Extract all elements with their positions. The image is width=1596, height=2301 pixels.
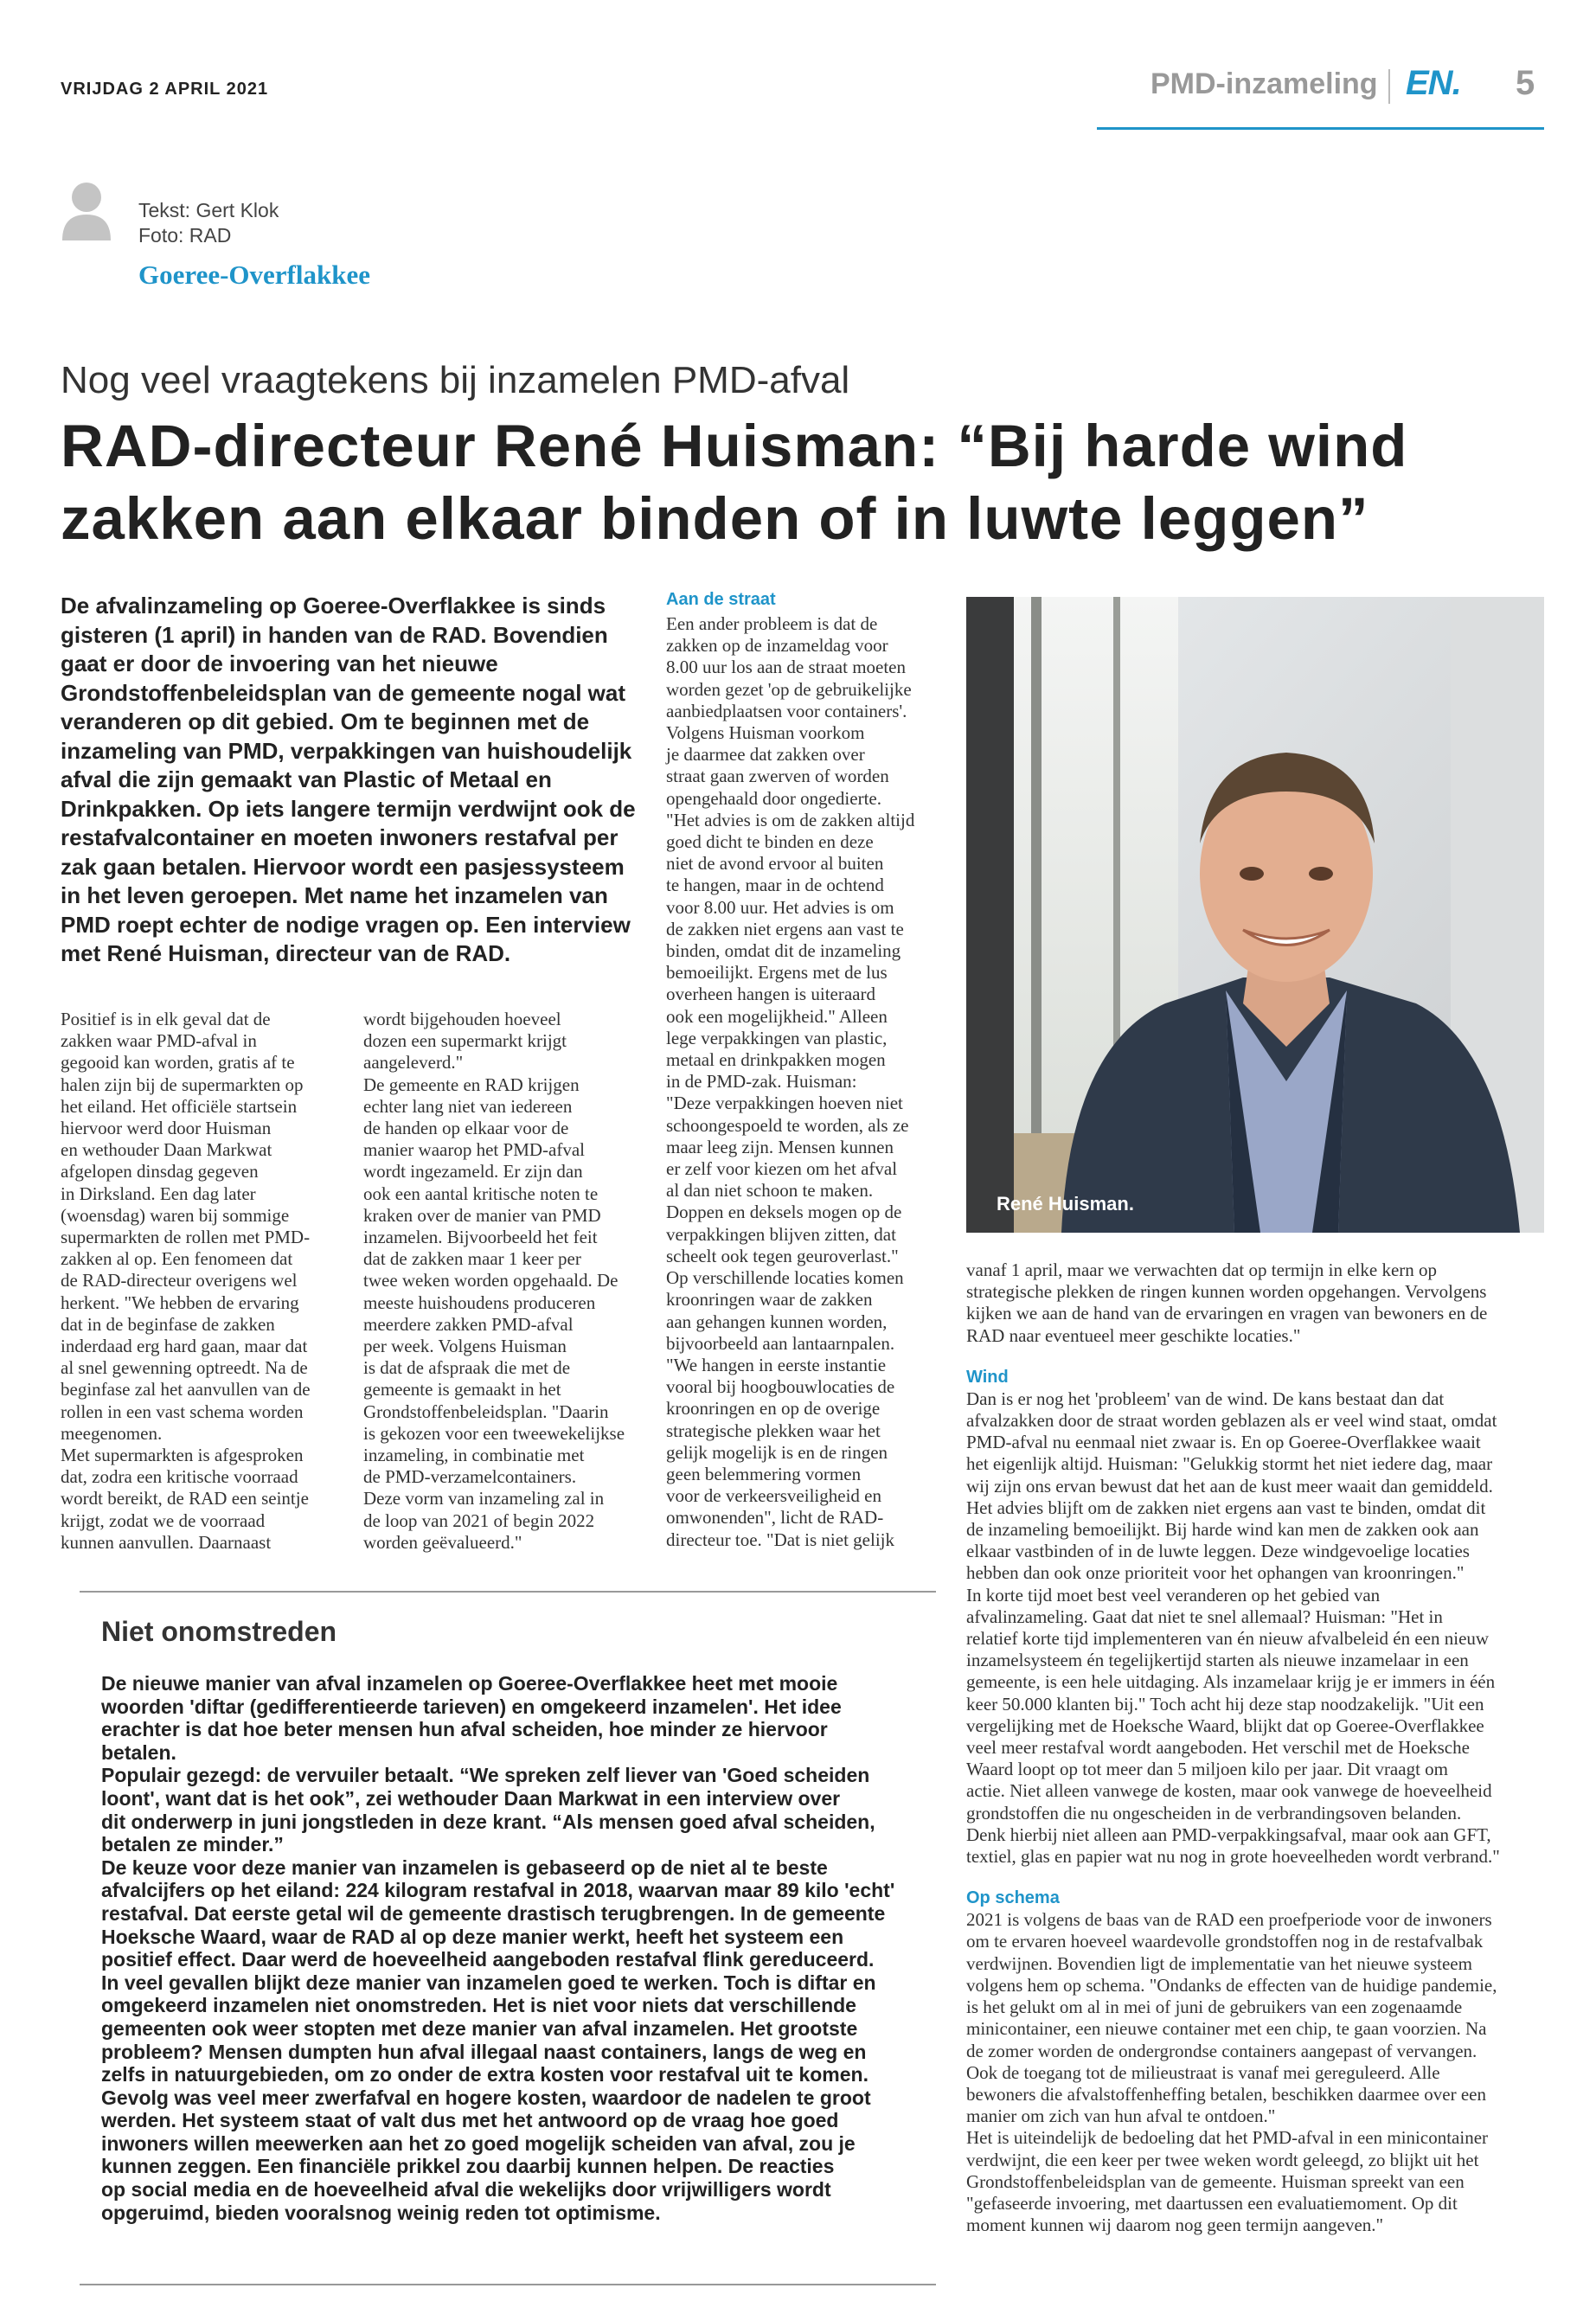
text-credit: Tekst: Gert Klok xyxy=(138,199,279,221)
issue-date: VRIJDAG 2 APRIL 2021 xyxy=(61,80,269,99)
photo-credit: Foto: RAD xyxy=(138,224,232,247)
brand-logo: EN. xyxy=(1406,64,1461,102)
subhead-wind: Wind xyxy=(966,1367,1009,1387)
region-label: Goeree-Overflakkee xyxy=(138,260,370,290)
article-headline: RAD-directeur René Huisman: “Bij harde wind zakken aan elkaar binden of in luwte leggen” xyxy=(61,413,1408,552)
photo-caption: René Huisman. xyxy=(997,1193,1134,1215)
subhead-op-schema: Op schema xyxy=(966,1888,1060,1908)
section-name: PMD-inzameling xyxy=(1151,67,1378,100)
box-top-rule xyxy=(80,1591,936,1593)
article-kicker: Nog veel vraagtekens bij inzamelen PMD-afval xyxy=(61,359,850,401)
portrait-photo xyxy=(966,597,1544,1233)
article-lead: De afvalinzameling op Goeree-Overflakkee is sinds gisteren (1 april) in handen van de RAD. Bovendien gaat er door de invoering van het nieuwe Grondstoffenbeleidsplan van de gemeente nogal wat veranderen op dit gebied. Om te beginnen met de inzameling van PMD, verpakkingen van huishoudelijk afval die zijn gemaakt van Plastic of Metaal en Drinkpakken. Op iets langere termijn verdwijnt ook de restafvalcontainer en moeten inwoners restafval per zak gaan betalen. Hiervoor wordt een pasjessysteem in het leven geroepen. Met name het inzamelen van PMD roept echter de nodige vragen op. Een interview met René Huisman, directeur van de RAD. xyxy=(61,593,636,966)
subhead-aan-de-straat: Aan de straat xyxy=(666,590,776,609)
schema-text: 2021 is volgens de baas van de RAD een proefperiode voor de inwoners om te ervaren hoeveel waardevolle grondstoffen nog in de restafvalbak verdwijnen. Bovendien ligt de implementatie van het nieuwe systeem volgens hem op schema. "Ondanks de effecten van de huidige pandemie, is het gelukt om al in mei of juni de gebruikers van een zogenaamde minicontainer, een nieuwe container met een chip, te gaan voorzien. Na de zomer worden de ondergrondse containers aangepast of vervangen. Ook de toegang tot de milieustraat is vanaf mei gereguleerd. Alle bewoners die afvalstoffenheffing betalen, beschikken daarmee over een manier om zich van hun afval te ontdoen." Het is uiteindelijk de bedoeling dat het PMD-afval in een minicontainer verdwijnt, die een keer per twee weken wordt geleegd, zo blijkt uit het Grondstoffenbeleidsplan van de gemeente. Huisman spreekt van een "gefaseerde invoering, met daartussen een evaluatiemoment. Op dit moment kunnen wij daarom nog geen termijn aangeven." xyxy=(966,1909,1497,2236)
col4-intro: vanaf 1 april, maar we verwachten dat op termijn in elke kern op strategische plekken de ringen kunnen worden opgehangen. Vervolgens kijken we aan de hand van de ervaringen en vragen van bewoners en de RAD naar eventueel meer geschikte locaties." xyxy=(966,1259,1488,1346)
box-title: Niet onomstreden xyxy=(101,1616,337,1647)
body-column-3: Een ander probleem is dat de zakken op de inzameldag voor 8.00 uur los aan de straat moeten worden gezet 'op de gebruikelijke aanbiedplaatsen voor containers'. Volgens Huisman voorkom je daarmee dat zakken over straat gaan zwerven of worden opengehaald door ongedierte. "Het advies is om de zakken altijd goed dicht te binden en deze niet de avond ervoor al buiten te hangen, maar in de ochtend voor 8.00 uur. Het advies is om de zakken niet ergens aan vast te binden, omdat dit de inzameling bemoeilijkt. Ergens met de lus overheen hangen is uiteraard ook een mogelijkheid." Alleen lege verpakkingen van plastic, metaal en drinkpakken mogen in de PMD-zak. Huisman: "Deze verpakkingen hoeven niet schoongespoeld te worden, als ze maar leeg zijn. Mensen kunnen er zelf voor kiezen om het afval al dan niet schoon te maken. Doppen en deksels mogen op de verpakkingen blijven zitten, dat scheelt ook tegen geuroverlast." Op verschillende locaties komen kroonringen waar de zakken aan gehangen kunnen worden, bijvoorbeeld aan lantaarnpalen. "We hangen in eerste instantie vooral bij hoogbouwlocaties de kroonringen en op de overige strategische plekken waar het gelijk mogelijk is en de ringen geen belemmering vormen voor de verkeersveiligheid en omwonenden", licht de RAD- directeur toe. "Dat is niet gelijk xyxy=(666,613,915,1550)
wind-text: Dan is er nog het 'probleem' van de wind. De kans bestaat dan dat afvalzakken door de straat worden geblazen als er veel wind staat, omdat PMD-afval nu eenmaal niet zwaar is. En op Goeree-Overflakkee waait het eigenlijk altijd. Huisman: "Gelukkig stormt het niet iedere dag, maar wij zijn ons ervan bewust dat het aan de kust meer waait dan gemiddeld. Het advies blijft om de zakken niet ergens aan vast te binden, omdat dit de inzameling bemoeilijkt. Bij harde wind kan men de zakken ook aan elkaar vastbinden of in de luwte leggen. Deze windgevoelige locaties hebben dan ook onze prioriteit voor het ophangen van kroonringen." In korte tijd moet best veel veranderen op het gebied van afvalinzameling. Gaat dat niet te snel allemaal? Huisman: "Het in relatief korte tijd implementeren van én nieuw afvalbeleid én een nieuw inzamelsysteem én tegelijkertijd starten als nieuwe inzamelaar in een gemeente, is een hele uitdaging. Als inzamelaar krijg je er immers in één keer 50.000 klanten bij." Toch acht hij deze stap noodzakelijk. "Uit een vergelijking met de Hoeksche Waard, blijkt dat op Goeree-Overflakkee veel meer restafval wordt aangeboden. Het verschil met de Hoeksche Waard loopt op tot meer dan 5 miljoen kilo per jaar. Dit vraagt om actie. Niet alleen vanwege de kosten, maar ook vanwege de hoeveelheid grondstoffen die nu ongescheiden in de verbrandingsoven belanden. Denk hierbij niet alleen aan PMD-verpakkingsafval, maar ook aan GFT, textiel, glas en papier wat nu nog in grote hoeveelheden wordt verbrand." xyxy=(966,1388,1500,1868)
page-number: 5 xyxy=(1516,64,1535,102)
box-text: De nieuwe manier van afval inzamelen op Goeree-Overflakkee heet met mooie woorden 'diftar (gedifferentieerde tarieven) en omgekeerd inzamelen'. Het idee erachter is dat hoe beter mensen hun afval scheiden, hoe minder ze hiervoor betalen. Populair gezegd: de vervuiler betaalt. “We spreken zelf liever van 'Goed scheiden loont', want dat is het ook”, zei wethouder Daan Markwat in een interview over dit onderwerp in juni jongstleden in deze krant. “Als mensen goed afval scheiden, betalen ze minder.” De keuze voor deze manier van inzamelen is gebaseerd op de niet al te beste afvalcijfers op het eiland: 224 kilogram restafval in 2018, waarvan maar 89 kilo 'echt' restafval. Dat eerste getal wil de gemeente drastisch terugbrengen. In de gemeente Hoeksche Waard, waar de RAD al op deze manier werkt, heeft het systeem een positief effect. Daar werd de hoeveelheid aangeboden restafval flink gereduceerd. In veel gevallen blijkt deze manier van inzamelen goed te werken. Toch is diftar en omgekeerd inzamelen niet onomstreden. Het is niet voor niets dat verschillende gemeenten ook weer stopten met deze manier van afval inzamelen. Het grootste probleem? Mensen dumpten hun afval illegaal naast containers, langs de weg en zelfs in natuurgebieden, om zo onder de extra kosten voor restafval uit te komen. Gevolg was veel meer zwerfafval en hogere kosten, waardoor de nadelen te groot werden. Het systeem staat of valt dus met het antwoord op de vraag hoe goed inwoners willen meewerken aan het zo goed mogelijk scheiden van afval, zou je kunnen zeggen. Een financiële prikkel zou daarbij kunnen helpen. De reacties op social media en de hoeveelheid afval die wekelijks door vrijwilligers wordt opgeruimd, bieden vooralsnog weinig reden tot optimisme. xyxy=(101,1672,895,2224)
body-column-2: wordt bijgehouden hoeveel dozen een supermarkt krijgt aangeleverd." De gemeente en RAD krijgen echter lang niet van iedereen de handen op elkaar voor de manier waarop het PMD-afval wordt ingezameld. Er zijn dan ook een aantal kritische noten te kraken over de manier van PMD inzamelen. Bijvoorbeeld het feit dat de zakken maar 1 keer per twee weken worden opgehaald. De meeste huishoudens produceren meerdere zakken PMD-afval per week. Volgens Huisman is dat de afspraak die met de gemeente is gemaakt in het Grondstoffenbeleidsplan. "Daarin is gekozen voor een tweewekelijkse inzameling, in combinatie met de PMD-verzamelcontainers. Deze vorm van inzameling zal in de loop van 2021 of begin 2022 worden geëvalueerd." xyxy=(363,1009,625,1553)
person-icon xyxy=(61,180,112,240)
body-column-4 xyxy=(966,1259,1544,2236)
body-column-1: Positief is in elk geval dat de zakken waar PMD-afval in gegooid kan worden, gratis af te halen zijn bij de supermarkten op het eiland. Het officiële startsein hiervoor werd door Huisman en wethouder Daan Markwat afgelopen dinsdag gegeven in Dirksland. Een dag later (woensdag) waren bij sommige supermarkten de rollen met PMD- zakken al op. Een fenomeen dat de RAD-directeur overigens wel herkent. "We hebben de ervaring dat in de beginfase de zakken inderdaad erg hard gaan, maar dat al snel gewenning optreedt. Na de beginfase zal het aanvullen van de rollen in een vast schema worden meegenomen. Met supermarkten is afgesproken dat, zodra een kritische voorraad wordt bereikt, de RAD een seintje krijgt, zodat we de voorraad kunnen aanvullen. Daarnaast xyxy=(61,1009,311,1553)
box-bottom-rule xyxy=(80,2284,936,2285)
header-rule xyxy=(1097,127,1544,130)
header-separator xyxy=(1388,69,1390,104)
portrait-illustration xyxy=(966,597,1544,1233)
